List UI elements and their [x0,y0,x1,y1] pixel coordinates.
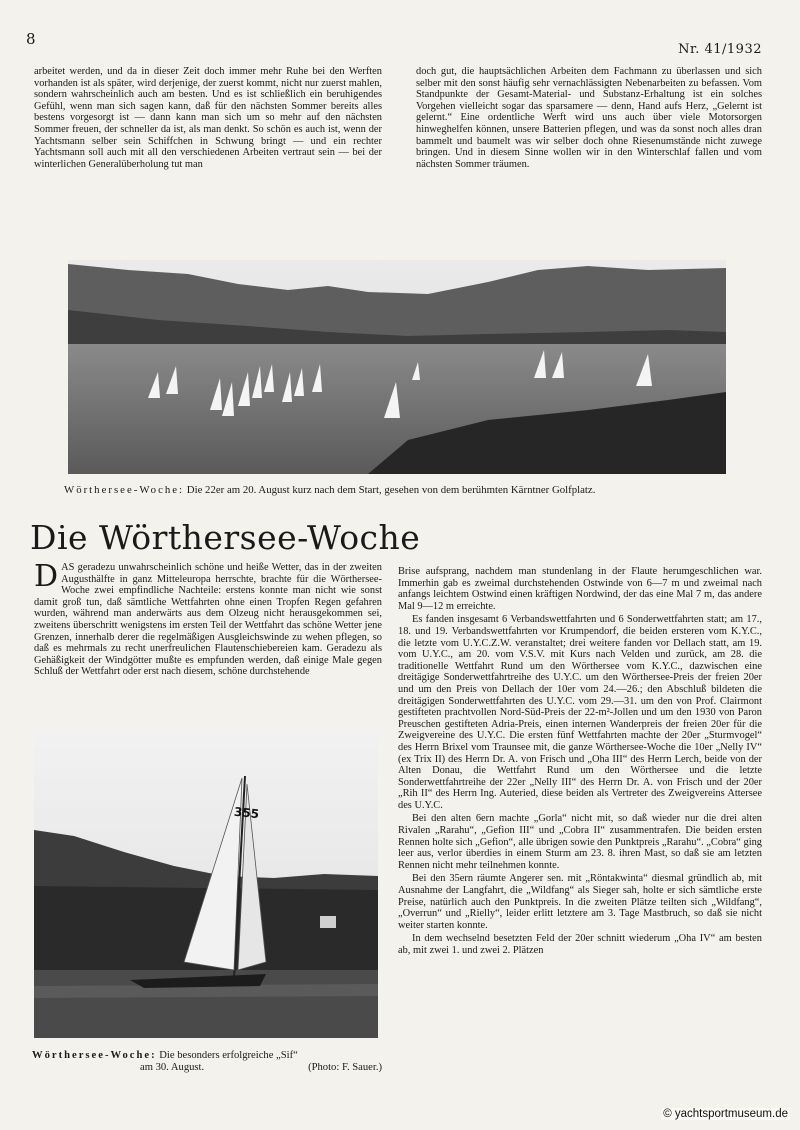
article-para-2: Es fanden insgesamt 6 Verbandswettfahrten und 6 Sonderwettfahrten statt; am 17., 18. und 19. Verbandswettfahrten vor Krumpendorf, die beiden ersteren vom K.Y.C., die letzte vom U.Y.C.Z.W. veranstaltet; drei weitere fanden vor Dellach statt, am 19. vom U.Y.C., am 20. vom V.S.V. mit Kurs nach Velden und zurück, am 28. die traditionelle Wettfahrt Rund um den Wörthersee vom K.Y.C., dazwischen eine dreitägige Sonderwettfahrtreihe des U.Y.C. um den Wörthersee-Preis der freien 20er und um den Preis von Dellach der 10er vom 24.—26.; den Abschluß bildeten die dreitägigen Sonderwettfahrten des U.Y.C. vom 29.—31. um den von Prof. Clairmont gestifteten prachtvollen Nord-Süd-Preis der 22-m²-Jollen und um den 1930 von Paron Preuschen gestifteten Adria-Preis, einen internen Wanderpreis der freien 20er für die Zweigvereine des U.Y.C. Die ersten fünf Wettfahrten machte der 20er „Sturmvogel“ des Herrn Brixel vom Traunsee mit, die ganze Wörthersee-Woche die 10er „Nelly IV“ (ex Trix II) des Herrn Dr. A. von Frisch und „Oha III“ des Herrn Lerch, beide von der Alten Donau, die Wettfahrt Rund um den Wörthersee und die letzte Sonderwettfahrtreihe der 22er „Nelly III“ des Herrn Dr. A. von Frisch und der 20er „Rih II“ des Herrn Ing. Auteried, diese beiden als Vertreter des Zweigvereins Attersee des U.Y.C. [398,614,762,811]
photo2-caption-text: Die besonders erfolgreiche „Sif“ [159,1050,298,1061]
article-para-4: Bei den 35ern räumte Angerer sen. mit „Röntakwinta“ diesmal gründlich ab, mit Ausnahme der Langfahrt, die „Wildfang“ als Sieger sah, holte er sich sämtliche erste Preise, natürlich auch den Punktpreis. In die zweiten Plätze teilten sich „Wildfang“, „Overrun“ und „Rielly“, leider erlitt letztere am 3. Tage Mastbruch, so daß sie nicht weiter starten konnte. [398,873,762,931]
sail-number: 355 [233,804,260,822]
photo1-caption-text: Die 22er am 20. August kurz nach dem Start, gesehen von dem berühmten Kärntner Golfplatz. [186,484,596,496]
copyright-watermark: © yachtsportmuseum.de [663,1108,788,1120]
photo1-caption [64,484,744,496]
regatta-start-photo [68,260,726,474]
article-right-column [398,566,762,1066]
top-left-text: arbeitet werden, und da in dieser Zeit doch immer mehr Ruhe bei den Werften vorhanden ist als später, wird derjenige, der zuerst kommt, nicht nur zuerst mahlen, sondern wahrscheinlich auch am besten. Und es ist schließlich ein beruhigendes Gefühl, wenn man sich sagen kann, daß für den nächsten Sommer bereits alles bestens vorgesorgt ist — dann kann man sich um so mehr auf den nächsten Sommer freuen, der schneller da ist, als man denkt. So schön es auch ist, wenn der Yachtsmann selber sein Schiffchen in Schwung bringt — und ein rechter Yachtsmann soll auch mit all den verschiedenen Arbeiten vertraut sein — bei der winterlichen Generalüberholung tut man [34,66,382,170]
photo2-caption-label: Wörthersee-Woche: [32,1050,157,1061]
article-intro-text: AS geradezu unwahrscheinlich schöne und heiße Wetter, das in der zweiten Augusthälfte in ganz Mitteleuropa herrschte, brachte für die Wörthersee-Woche zwei empfindliche Nachteile: erstens konnte man nicht wie sonst damit groß tun, daß sämtliche Wettfahrten ohne einen Tropfen Regen gefahren wurden, während man anderwärts aus dem Olzeug nicht herausgekommen sei, zweitens überschritt wenigstens im ersten Teil der Wettfahrt das schöne Wetter jene Grenzen, innerhalb derer die regelmäßigen Ausgleichswinde zu wehen pflegen, so daß es mehrmals zu recht unerfreulichen Flautenschiebereien kam. Geradezu als Gehäßigkeit der Windgötter mußte es empfunden werden, daß einige Male gegen Schluß der Wettfahrt oder erst nach diesem, schöne durchstehende [34,562,382,678]
issue-number: Nr. 41/1932 [678,42,762,57]
article-para-3: Bei den alten 6ern machte „Gorla“ nicht mit, so daß wieder nur die drei alten Rivalen „Rarahu“, „Gefion III“ und „Cobra II“ zusammentrafen. Die beiden ersten Rennen holte sich „Gefion“, alle übrigen sowie den Punktpreis „Rarahu“. „Cobra“ ging leer aus, verlor überdies in einem Sturm am 23. 8. ihren Mast, so daß sie am letzten Rennen nicht mehr teilnehmen konnte. [398,813,762,871]
top-article-right-column [416,66,762,202]
photo-credit: (Photo: F. Sauer.) [308,1061,382,1073]
drop-cap: D [34,562,59,594]
article-para-1: Brise aufsprang, nachdem man stundenlang in der Flaute herumgeschlichen war. Immerhin gab es zweimal durchstehenden Ostwinde von 6—7 m und zweimal nach anfangs leichtem Ostwind einen kräftigen Nordwind, der das eine Mal 7 m, das andere Mal 9—12 m erreichte. [398,566,762,612]
article-para-5: In dem wechselnd besetzten Feld der 20er schnitt wiederum „Oha IV“ am besten ab, mit zwei 1. und zwei 2. Plätzen [398,933,762,956]
article-title: Die Wörthersee-Woche [30,518,421,557]
sailboat-sif-photo [34,726,378,1038]
photo2-caption [32,1050,382,1073]
page-number: 8 [26,30,36,48]
top-right-text: doch gut, die hauptsächlichen Arbeiten dem Fachmann zu überlassen und sich selber mit den sonst häufig sehr vernachlässigten Nebenarbeiten zu befassen. Vom Standpunkte der Gesamt-Material- und Substanz-Erhaltung ist ein solches Vorgehen vielleicht sogar das sparsamere — denn, Hand aufs Herz, „Gelernt ist gelernt.“ Eine ordentliche Werft wird uns auch über viele Motorsorgen hinweghelfen können, unsere Batterien pflegen, und was da sonst noch alles dran bammelt und baumelt was wir selber doch ohne Riesenumstände nicht zuwege bringen. Und in diesem Sinne wollen wir in den Winterschlaf fallen und vom nächsten Sommer träumen. [416,66,762,170]
photo2-caption-date: am 30. August. [140,1061,205,1073]
photo1-caption-label: Wörthersee-Woche: [64,484,185,496]
article-left-column [34,562,382,718]
top-article-left-column [34,66,382,202]
